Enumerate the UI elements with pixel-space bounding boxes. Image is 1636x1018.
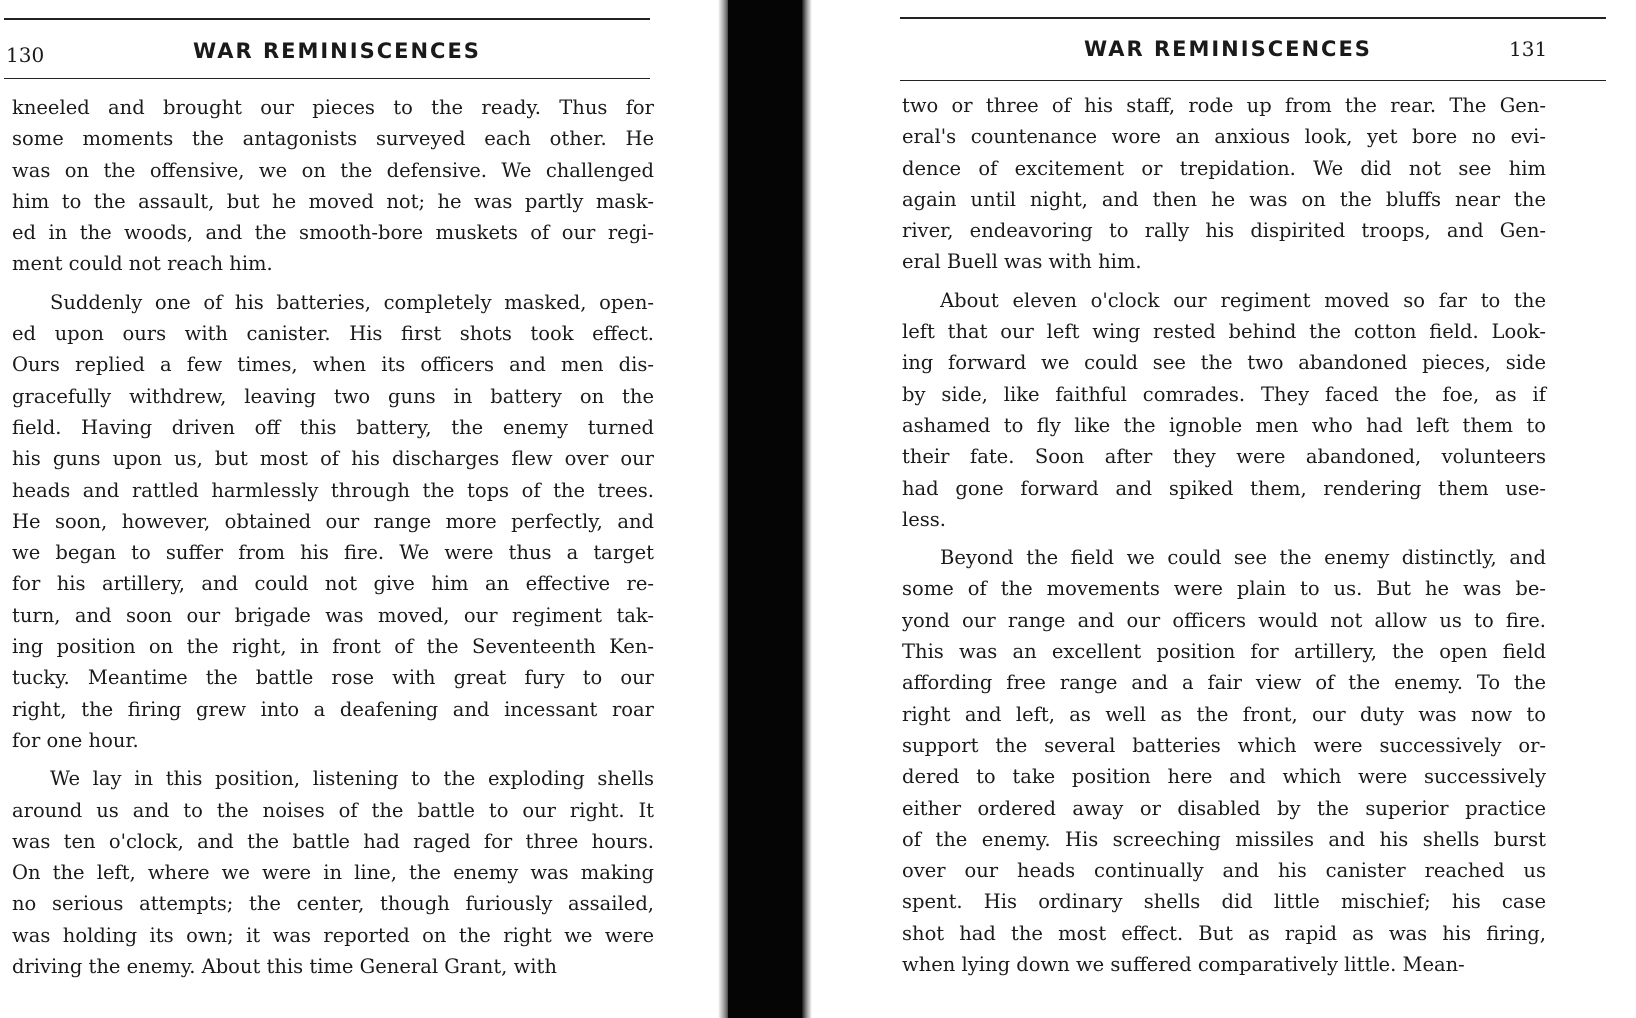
text-line: right and left, as well as the front, our duty was now to	[902, 702, 1546, 726]
text-line: was holding its own; it was reported on the right we were	[12, 923, 654, 947]
text-line: for his artillery, and could not give him an effective re-	[12, 572, 654, 596]
text-line: turn, and soon our brigade was moved, our regiment tak-	[12, 603, 654, 627]
text-line: less.	[902, 507, 946, 531]
running-head: WAR REMINISCENCES	[193, 39, 481, 63]
paragraph-gap	[902, 535, 1546, 542]
text-line: spent. His ordinary shells did little mischief; his case	[902, 890, 1546, 914]
text-line: was ten o'clock, and the battle had raged for three hours.	[12, 829, 654, 853]
body-text	[12, 92, 654, 982]
text-line: of the enemy. His screeching missiles and his shells burst	[902, 827, 1546, 851]
left-page	[0, 0, 760, 1018]
text-line: This was an excellent position for artillery, the open field	[902, 640, 1546, 664]
paragraph-gap	[902, 278, 1546, 285]
text-line: He soon, however, obtained our range more perfectly, and	[12, 509, 654, 533]
header-rule-top	[4, 18, 650, 20]
running-head: WAR REMINISCENCES	[1084, 37, 1372, 61]
paragraph-gap	[12, 280, 654, 287]
text-line: left that our left wing rested behind the cotton field. Look-	[902, 320, 1546, 344]
text-line: some moments the antagonists surveyed each other. He	[12, 127, 654, 151]
text-line: On the left, where we were in line, the enemy was making	[12, 861, 654, 885]
text-line: field. Having driven off this battery, the enemy turned	[12, 415, 654, 439]
text-line: ed in the woods, and the smooth-bore muskets of our regi-	[12, 221, 654, 245]
text-line: right, the firing grew into a deafening and incessant roar	[12, 697, 654, 721]
text-line: around us and to the noises of the battle to our right. It	[12, 798, 654, 822]
text-line: by side, like faithful comrades. They faced the foe, as if	[902, 382, 1546, 406]
page-number: 130	[6, 43, 45, 67]
text-line: kneeled and brought our pieces to the ready. Thus for	[12, 96, 654, 119]
paragraph-gap	[12, 756, 654, 763]
text-line: over our heads continually and his canister reached us	[902, 859, 1546, 883]
text-line: some of the movements were plain to us. But he was be-	[902, 577, 1546, 601]
text-line: ing forward we could see the two abandoned pieces, side	[902, 351, 1546, 375]
text-line: their fate. Soon after they were abandoned, volunteers	[902, 445, 1546, 469]
text-line: shot had the most effect. But as rapid as was his firing,	[902, 921, 1546, 945]
page-number: 131	[1509, 37, 1548, 61]
text-line: had gone forward and spiked them, rendering them use-	[902, 476, 1546, 500]
right-page	[836, 0, 1636, 1018]
text-line: heads and rattled harmlessly through the tops of the trees.	[12, 478, 654, 502]
header-rule-bottom	[900, 80, 1606, 81]
paragraph	[12, 763, 654, 982]
text-line: dered to take position here and which were successively	[902, 765, 1546, 789]
paragraph	[902, 90, 1546, 278]
text-line: eral's countenance wore an anxious look, yet bore no evi-	[902, 125, 1546, 149]
paragraph	[12, 287, 654, 756]
paragraph	[902, 285, 1546, 535]
text-line: him to the assault, but he moved not; he was partly mask-	[12, 189, 654, 213]
body-text	[902, 90, 1546, 980]
text-line: again until night, and then he was on the bluffs near the	[902, 187, 1546, 211]
text-line: ed upon ours with canister. His first shots took effect.	[12, 322, 654, 346]
text-line: either ordered away or disabled by the superior practice	[902, 796, 1546, 820]
paragraph	[902, 542, 1546, 980]
text-line: ment could not reach him.	[12, 252, 273, 276]
header-rule-top	[900, 17, 1606, 19]
text-line: two or three of his staff, rode up from the rear. The Gen-	[902, 94, 1546, 117]
text-line: when lying down we suffered comparatively little. Mean-	[902, 953, 1465, 977]
text-line: Suddenly one of his batteries, completely masked, open-	[50, 290, 654, 314]
text-line: Ours replied a few times, when its officers and men dis-	[12, 353, 654, 377]
text-line: eral Buell was with him.	[902, 250, 1142, 274]
text-line: no serious attempts; the center, though furiously assailed,	[12, 892, 654, 916]
text-line: About eleven o'clock our regiment moved so far to the	[940, 288, 1546, 312]
text-line: ing position on the right, in front of the Seventeenth Ken-	[12, 635, 654, 659]
text-line: ashamed to fly like the ignoble men who had left them to	[902, 413, 1546, 437]
text-line: we began to suffer from his fire. We were thus a target	[12, 541, 654, 565]
text-line: We lay in this position, listening to the exploding shells	[50, 767, 654, 791]
text-line: Beyond the field we could see the enemy distinctly, and	[940, 546, 1546, 570]
text-line: driving the enemy. About this time General Grant, with	[12, 955, 557, 979]
book-gutter	[728, 0, 804, 1018]
text-line: support the several batteries which were successively or-	[902, 733, 1546, 757]
text-line: yond our range and our officers would not allow us to fire.	[902, 608, 1546, 632]
text-line: gracefully withdrew, leaving two guns in battery on the	[12, 384, 654, 408]
header-rule-bottom	[4, 78, 650, 79]
paragraph	[12, 92, 654, 280]
text-line: was on the offensive, we on the defensive. We challenged	[12, 158, 654, 182]
gutter-edge-right	[802, 0, 812, 1018]
text-line: river, endeavoring to rally his dispirited troops, and Gen-	[902, 219, 1546, 243]
text-line: affording free range and a fair view of the enemy. To the	[902, 671, 1546, 695]
text-line: his guns upon us, but most of his discharges flew over our	[12, 447, 654, 471]
text-line: dence of excitement or trepidation. We did not see him	[902, 156, 1546, 180]
text-line: tucky. Meantime the battle rose with great fury to our	[12, 666, 654, 690]
text-line: for one hour.	[12, 728, 139, 752]
